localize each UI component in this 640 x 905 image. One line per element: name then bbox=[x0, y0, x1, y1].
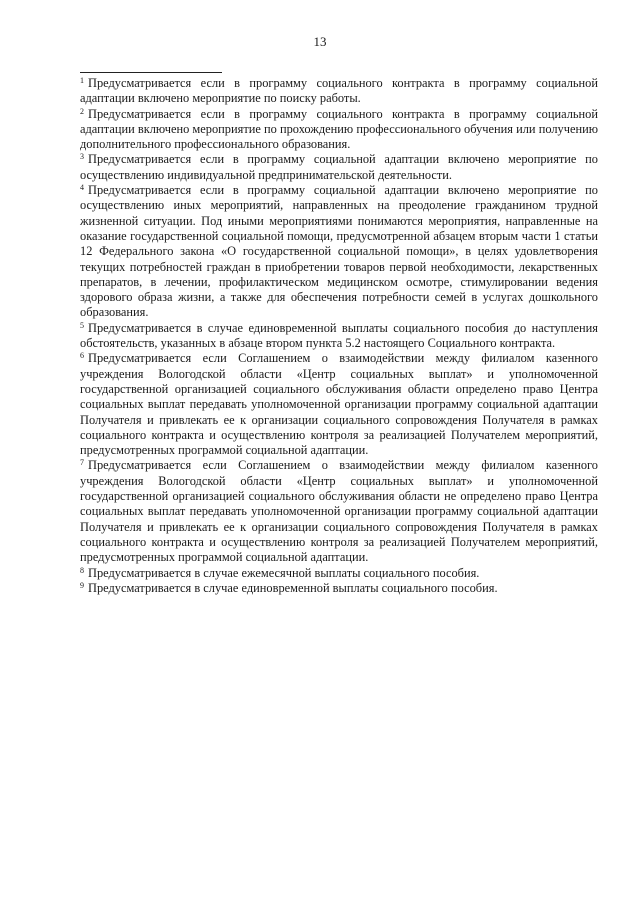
footnote-8 bbox=[80, 566, 598, 581]
footnote-marker: 7 bbox=[80, 458, 84, 468]
footnote-text: Предусматривается в случае единовременной выплаты социального пособия. bbox=[88, 580, 498, 595]
footnote-marker: 2 bbox=[80, 106, 84, 116]
footnote-text: Предусматривается если в программу социального контракта в программу социальной адаптации включено мероприятие по прохождению профессионального обучения или получению дополнительного профессионального образования. bbox=[80, 106, 598, 152]
footnote-text: Предусматривается если Соглашением о взаимодействии между филиалом казенного учреждения Вологодской области «Центр социальных выплат» и уполномоченной государственной организацией социального обслуживания области определено право Центра социальных выплат передавать уполномоченной организации программу социальной адаптации Получателя и привлекать ее к организации социального сопровождения Получателя в рамках социального контракта и осуществлению контроля за реализацией Получателем мероприятий, предусмотренных программой социальной адаптации. bbox=[80, 351, 598, 458]
footnote-2 bbox=[80, 107, 598, 153]
footnote-1 bbox=[80, 76, 598, 107]
page-number: 13 bbox=[313, 34, 327, 49]
footnote-text: Предусматривается если в программу социальной адаптации включено мероприятие по осуществлению иных мероприятий, направленных на преодоление гражданином трудной жизненной ситуации. Под иными мероприятиями понимаются мероприятия, направленные на оказание государственной социальной помощи, предусмотренной абзацем вторым части 1 статьи 12 Федерального закона «О государственной социальной помощи», в целях удовлетворения текущих потребностей граждан в приобретении товаров первой необходимости, лекарственных препаратов, в лечении, профилактическом медицинском осмотре, стимулировании ведения здорового образа жизни, а также для обеспечения потребности семей в услугах дошкольного образования. bbox=[80, 183, 598, 320]
footnote-text: Предусматривается если в программу социального контракта в программу социальной адаптации включено мероприятие по поиску работы. bbox=[80, 76, 598, 106]
footnote-text: Предусматривается если Соглашением о взаимодействии между филиалом казенного учреждения Вологодской области «Центр социальных выплат» и уполномоченной государственной организацией социального обслуживания области не определено право Центра социальных выплат передавать уполномоченной организации программу социальной адаптации Получателя и привлекать ее к организации социального сопровождения Получателя в рамках социального контракта и осуществлению контроля за реализацией Получателем мероприятий, предусмотренных программой социальной адаптации. bbox=[80, 458, 598, 565]
footnote-3 bbox=[80, 152, 598, 183]
footnote-text: Предусматривается если в программу социальной адаптации включено мероприятие по осуществлению индивидуальной предпринимательской деятельности. bbox=[80, 152, 598, 182]
footnote-marker: 4 bbox=[80, 183, 84, 193]
footnote-marker: 3 bbox=[80, 152, 84, 162]
footnote-7 bbox=[80, 458, 598, 565]
footnote-marker: 8 bbox=[80, 565, 84, 575]
footnote-5 bbox=[80, 321, 598, 352]
footnote-9 bbox=[80, 581, 598, 596]
footnote-marker: 6 bbox=[80, 351, 84, 361]
footnotes-section bbox=[80, 76, 598, 596]
footnote-4 bbox=[80, 183, 598, 321]
footnote-6 bbox=[80, 351, 598, 458]
footnote-separator bbox=[80, 72, 222, 73]
footnote-marker: 9 bbox=[80, 580, 84, 590]
footnote-text: Предусматривается в случае ежемесячной выплаты социального пособия. bbox=[88, 565, 480, 580]
footnote-text: Предусматривается в случае единовременной выплаты социального пособия до наступления обстоятельств, указанных в абзаце втором пункта 5.2 настоящего Социального контракта. bbox=[80, 320, 598, 351]
footnote-marker: 1 bbox=[80, 76, 84, 85]
footnote-marker: 5 bbox=[80, 320, 84, 330]
